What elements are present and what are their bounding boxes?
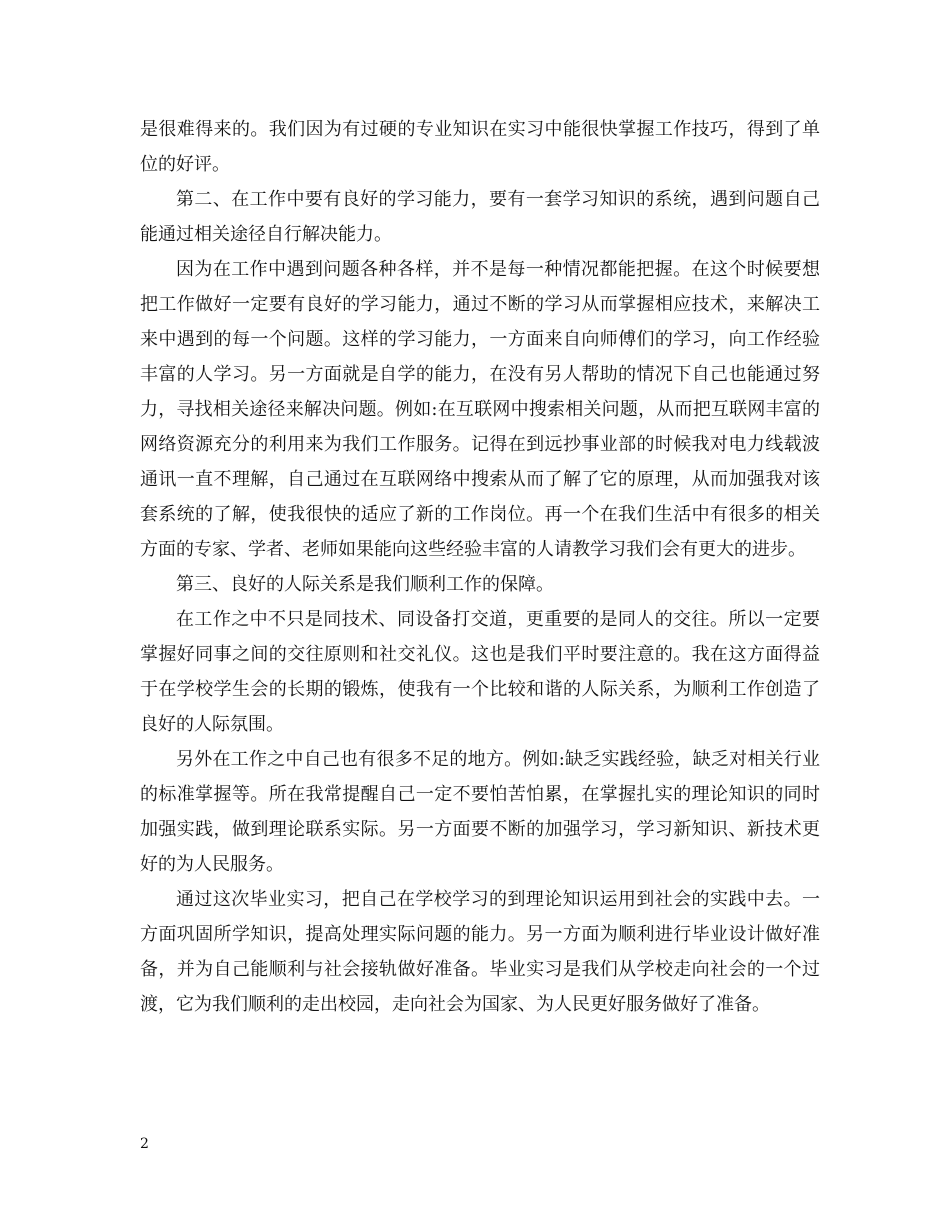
paragraph-2: 第二、在工作中要有良好的学习能力，要有一套学习知识的系统，遇到问题自己能通过相关途径自行解决能力。 [140, 189, 820, 245]
paragraph-3: 因为在工作中遇到问题各种各样，并不是每一种情况都能把握。在这个时候要想把工作做好一定要有良好的学习能力，通过不断的学习从而掌握相应技术，来解决工来中遇到的每一个问题。这样的学习能力，一方面来自向师傅们的学习，向工作经验丰富的人学习。另一方面就是自学的能力，在没有另人帮助的情况下自己也能通过努力，寻找相关途径来解决问题。例如:在互联网中搜索相关问题，从而把互联网丰富的网络资源充分的利用来为我们工作服务。记得在到远抄事业部的时候我对电力线载波通讯一直不理解，自己通过在互联网络中搜索从而了解了它的原理，从而加强我对该套系统的了解，使我很快的适应了新的工作岗位。再一个在我们生活中有很多的相关方面的专家、学者、老师如果能向这些经验丰富的人请教学习我们会有更大的进步。 [140, 259, 820, 560]
paragraph-1: 是很难得来的。我们因为有过硬的专业知识在实习中能很快掌握工作技巧，得到了单位的好评。 [140, 119, 820, 175]
paragraph-7: 通过这次毕业实习，把自己在学校学习的到理论知识运用到社会的实践中去。一方面巩固所学知识，提高处理实际问题的能力。另一方面为顺利进行毕业设计做好准备，并为自己能顺利与社会接轨做好准备。毕业实习是我们从学校走向社会的一个过渡，它为我们顺利的走出校园，走向社会为国家、为人民更好服务做好了准备。 [140, 889, 820, 1015]
document-body [140, 112, 820, 1022]
paragraph-4: 第三、良好的人际关系是我们顺利工作的保障。 [176, 574, 554, 595]
paragraph-6: 另外在工作之中自己也有很多不足的地方。例如:缺乏实践经验，缺乏对相关行业的标准掌握等。所在我常提醒自己一定不要怕苦怕累，在掌握扎实的理论知识的同时加强实践，做到理论联系实际。另一方面要不断的加强学习，学习新知识、新技术更好的为人民服务。 [140, 749, 820, 875]
paragraph-5: 在工作之中不只是同技术、同设备打交道，更重要的是同人的交往。所以一定要掌握好同事之间的交往原则和社交礼仪。这也是我们平时要注意的。我在这方面得益于在学校学生会的长期的锻炼，使我有一个比较和谐的人际关系，为顺利工作创造了良好的人际氛围。 [140, 609, 820, 735]
page-number: 2 [140, 1136, 149, 1152]
